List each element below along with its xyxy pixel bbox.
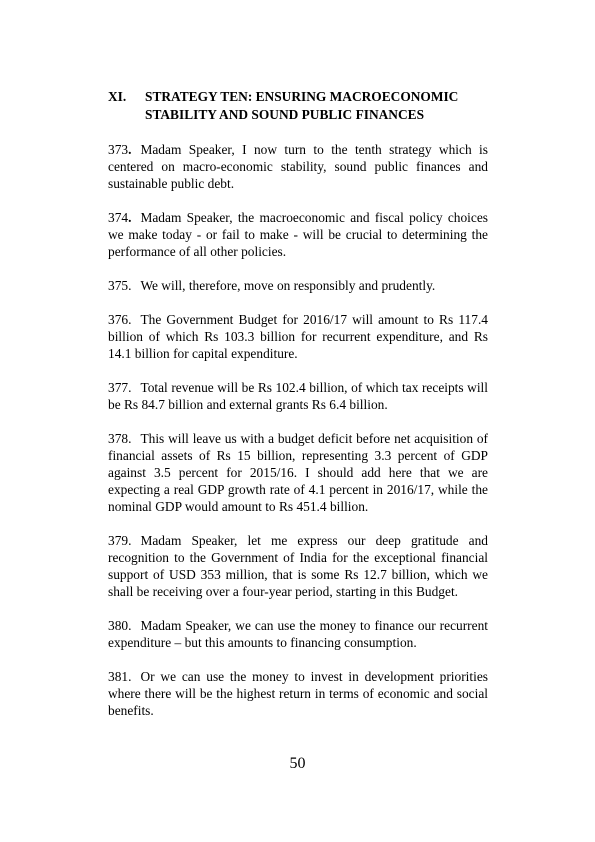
paragraph-number: 374.: [108, 210, 132, 225]
paragraph-text: Madam Speaker, let me express our deep gratitude and recognition to the Government of India for the exceptional financial support of USD 353 million, that is some Rs 12.7 billion, which we shall be receiving over a four-year period, starting in this Budget.: [108, 533, 488, 599]
paragraph-text: The Government Budget for 2016/17 will amount to Rs 117.4 billion of which Rs 103.3 billion for recurrent expenditure, and Rs 14.1 billion for capital expenditure.: [108, 312, 488, 361]
section-heading: [108, 88, 488, 124]
section-number: XI.: [108, 89, 127, 104]
paragraph-375: [108, 277, 488, 294]
paragraph-number: 376.: [108, 312, 132, 327]
page-content: [108, 88, 488, 736]
paragraph-380: [108, 617, 488, 651]
section-title: STRATEGY TEN: ENSURING MACROECONOMIC STABILITY AND SOUND PUBLIC FINANCES: [145, 89, 459, 122]
paragraph-number: 381.: [108, 669, 132, 684]
paragraph-text: Madam Speaker, we can use the money to finance our recurrent expenditure – but this amounts to financing consumption.: [108, 618, 488, 650]
paragraph-373: [108, 141, 488, 192]
paragraph-number: 380.: [108, 618, 132, 633]
paragraph-number: 375.: [108, 278, 132, 293]
paragraph-374: [108, 209, 488, 260]
paragraph-text: Madam Speaker, I now turn to the tenth strategy which is centered on macro-economic stability, sound public finances and sustainable public debt.: [108, 142, 488, 191]
paragraph-378: [108, 430, 488, 515]
paragraph-376: [108, 311, 488, 362]
paragraph-377: [108, 379, 488, 413]
paragraph-text: We will, therefore, move on responsibly and prudently.: [140, 278, 436, 293]
paragraph-379: [108, 532, 488, 600]
paragraph-number: 377.: [108, 380, 132, 395]
paragraph-381: [108, 668, 488, 719]
paragraph-number: 373.: [108, 142, 132, 157]
paragraph-text: This will leave us with a budget deficit before net acquisition of financial assets of Rs 15 billion, representing 3.3 percent of GDP against 3.5 percent for 2015/16. I should add here that we are expecting a real GDP growth rate of 4.1 percent in 2016/17, while the nominal GDP would amount to Rs 451.4 billion.: [108, 431, 488, 514]
paragraph-text: Or we can use the money to invest in development priorities where there will be the highest return in terms of economic and social benefits.: [108, 669, 488, 718]
paragraph-number: 379.: [108, 533, 132, 548]
page-number: 50: [289, 755, 306, 772]
paragraph-text: Madam Speaker, the macroeconomic and fiscal policy choices we make today - or fail to make - will be crucial to determining the performance of all other policies.: [108, 210, 488, 259]
paragraph-number: 378.: [108, 431, 132, 446]
paragraph-text: Total revenue will be Rs 102.4 billion, of which tax receipts will be Rs 84.7 billion and external grants Rs 6.4 billion.: [108, 380, 488, 412]
